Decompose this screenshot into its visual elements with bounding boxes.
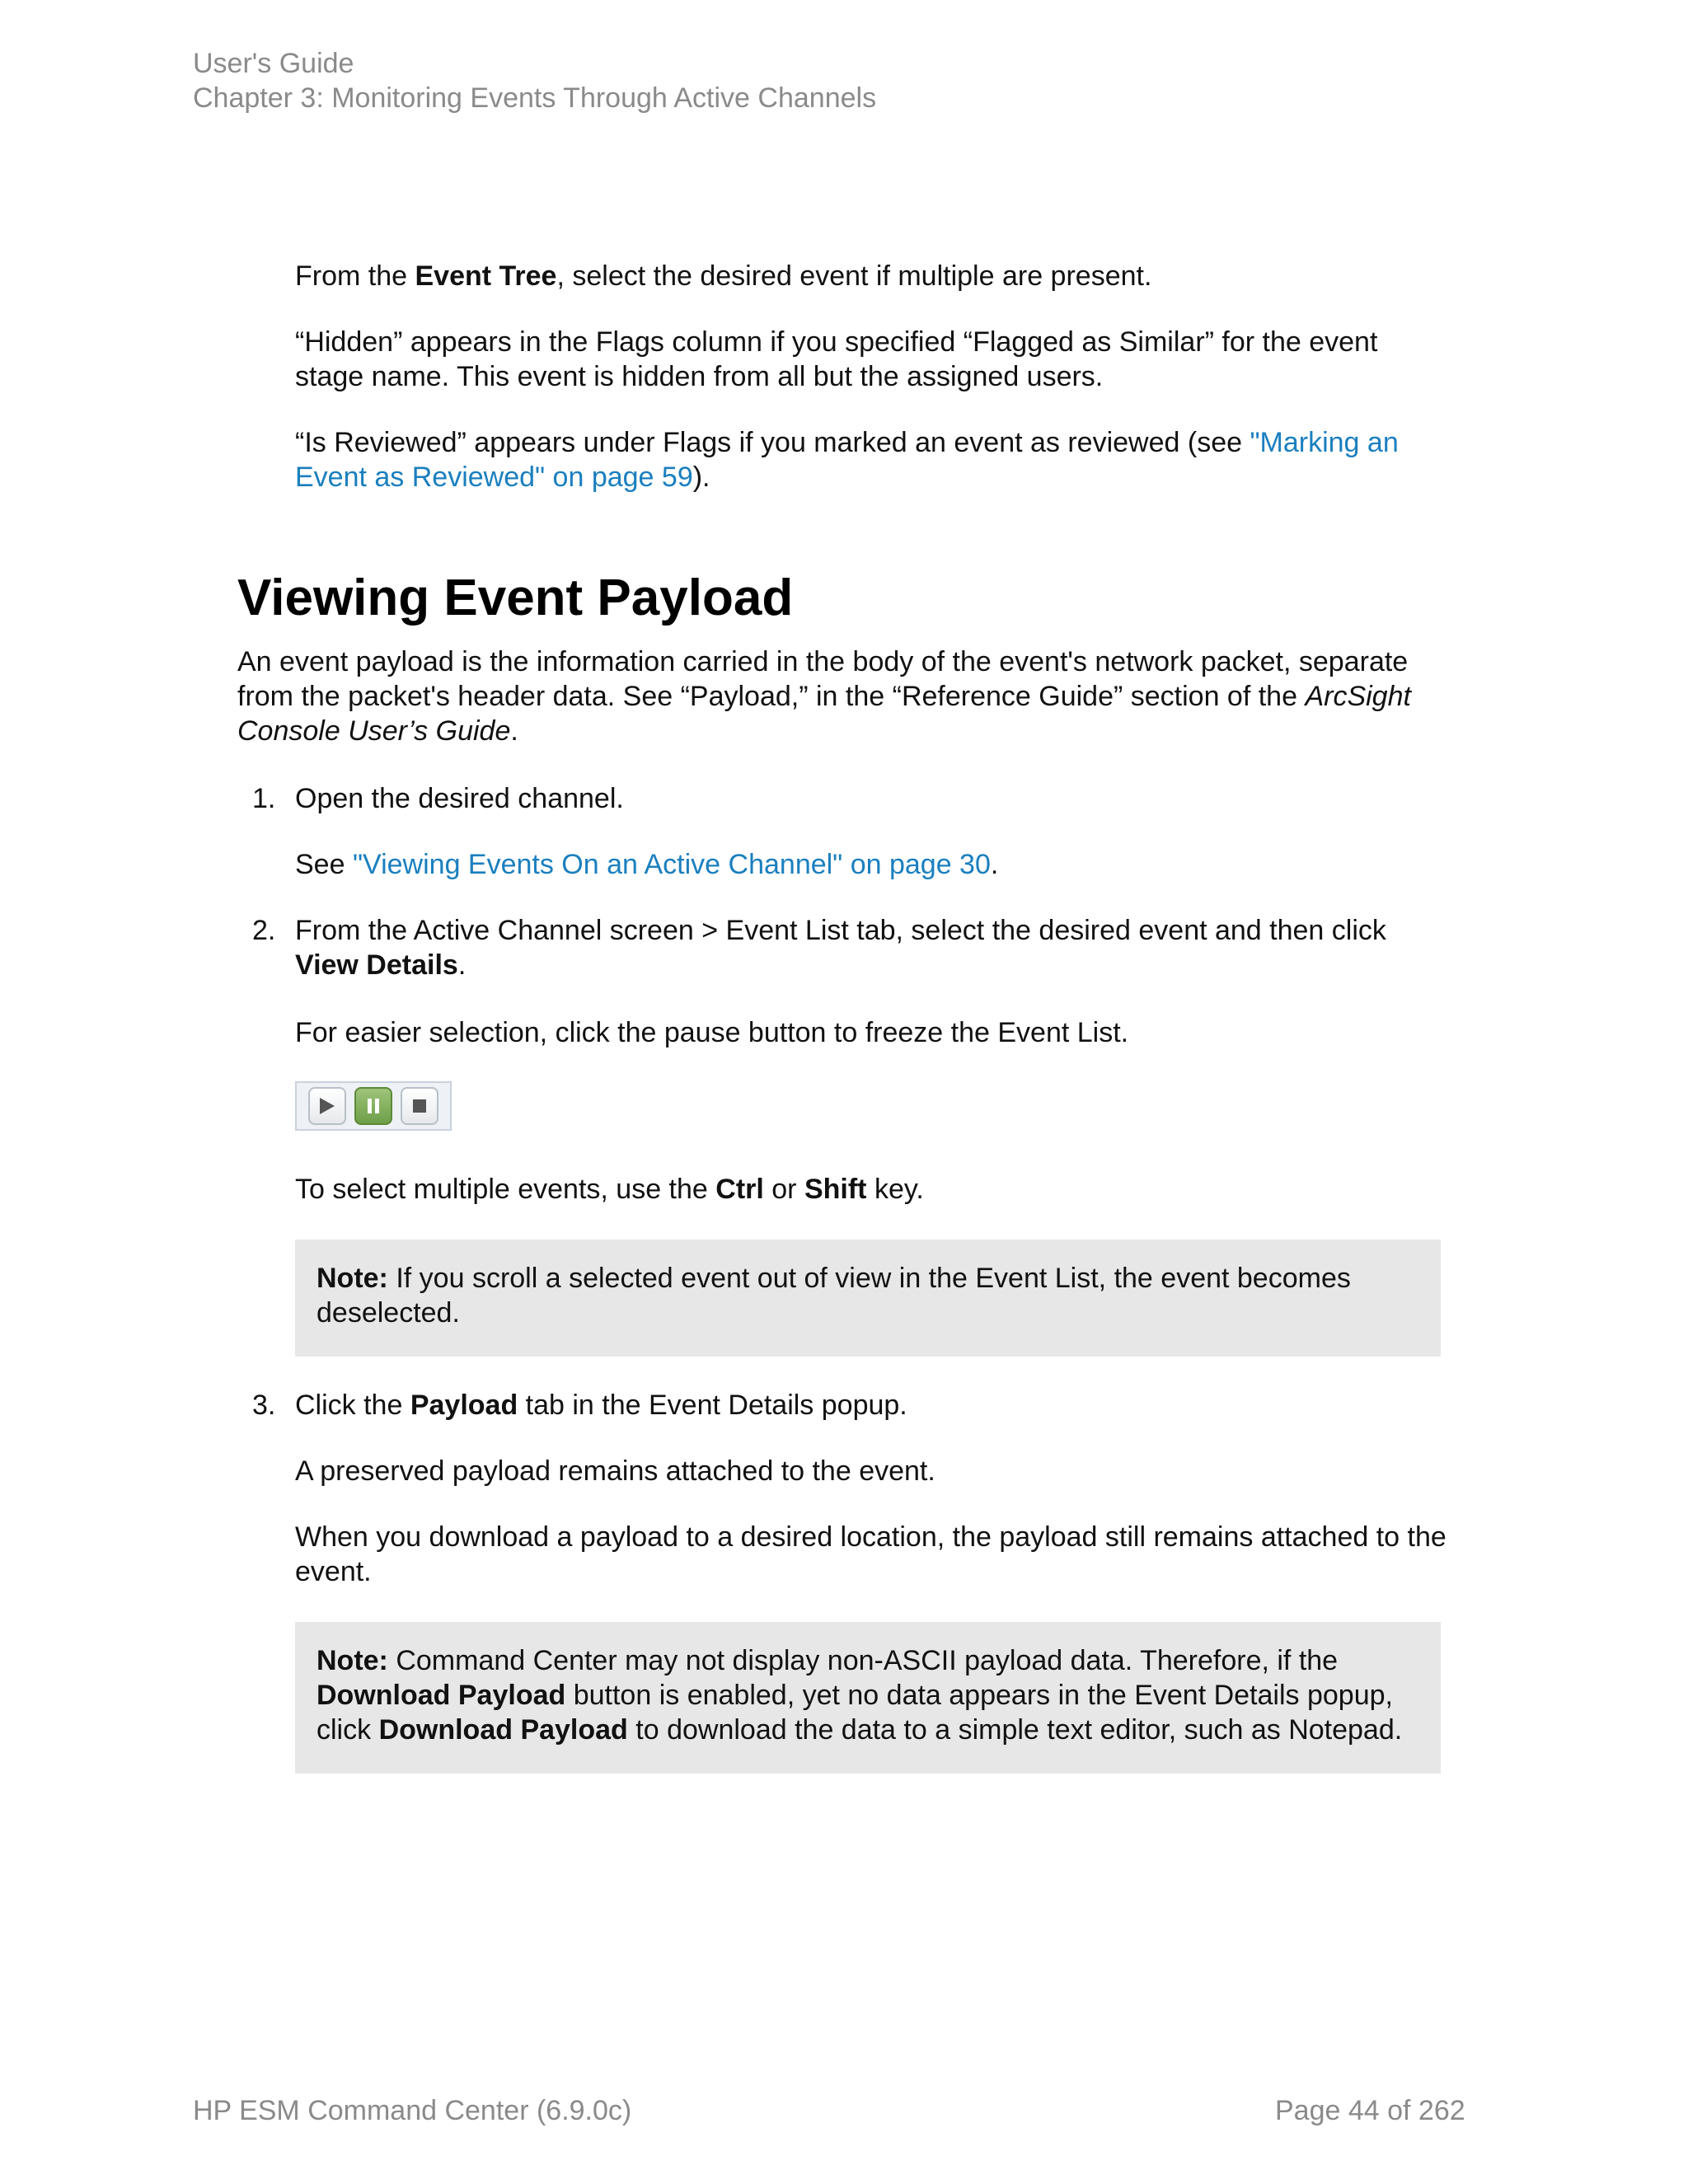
step-2-text: From the Active Channel screen > Event List tab, select the desired event and then click View Details.	[295, 915, 1386, 981]
play-button[interactable]	[308, 1087, 346, 1125]
pause-button[interactable]	[354, 1087, 392, 1125]
stop-button[interactable]	[401, 1087, 438, 1125]
section-title: Viewing Event Payload	[237, 569, 794, 626]
step-1-see-also: See "Viewing Events On an Active Channel" on page 30.	[295, 849, 999, 880]
section-lead-paragraph: An event payload is the information carried in the body of the event's network packet, separate from the packet's header data. See “Payload,” in the “Reference Guide” section of the ArcSight Console User’s Guide.	[237, 646, 1411, 747]
pause-icon	[365, 1097, 382, 1115]
intro-paragraph-reviewed: “Is Reviewed” appears under Flags if you marked an event as reviewed (see "Marking an Event as Reviewed" on page 59).	[295, 427, 1399, 493]
note-box-deselect: Note: If you scroll a selected event out of view in the Event List, the event becomes deselected.	[295, 1240, 1441, 1357]
intro-paragraph-hidden: “Hidden” appears in the Flags column if you specified “Flagged as Similar” for the event stage name. This event is hidden from all but the assigned users.	[295, 326, 1378, 392]
note-box-non-ascii: Note: Command Center may not display non-ASCII payload data. Therefore, if the Download Payload button is enabled, yet no data appears in the Event Details popup, click Download Payload to download the data to a simple text editor, such as Notepad.	[295, 1622, 1441, 1774]
link-marking-event-reviewed[interactable]: "Marking an Event as Reviewed" on page 59	[295, 427, 1399, 493]
stop-icon	[411, 1098, 428, 1114]
step-3-text: Click the Payload tab in the Event Details popup.	[295, 1390, 907, 1421]
step-3-download-payload: When you download a payload to a desired location, the payload still remains attached to the event.	[295, 1521, 1447, 1587]
running-header-guide: User's Guide	[193, 48, 354, 79]
running-header-chapter: Chapter 3: Monitoring Events Through Active Channels	[193, 82, 877, 114]
playback-toolbar	[295, 1081, 452, 1131]
play-icon	[318, 1096, 336, 1116]
step-number: 1.	[252, 783, 276, 814]
footer-product: HP ESM Command Center (6.9.0c)	[193, 2095, 632, 2126]
note-label: Note:	[316, 1645, 388, 1676]
step-number: 2.	[252, 915, 276, 946]
step-3-preserved-payload: A preserved payload remains attached to the event.	[295, 1455, 935, 1487]
step-number: 3.	[252, 1390, 276, 1421]
step-2-multi-select-hint: To select multiple events, use the Ctrl or Shift key.	[295, 1174, 924, 1205]
footer-page-number: Page 44 of 262	[1275, 2095, 1465, 2126]
link-viewing-events-active-channel[interactable]: "Viewing Events On an Active Channel" on page 30	[352, 849, 991, 880]
intro-paragraph-event-tree: From the Event Tree, select the desired event if multiple are present.	[295, 260, 1152, 292]
note-label: Note:	[316, 1263, 388, 1294]
step-1-text: Open the desired channel.	[295, 783, 624, 814]
step-2-pause-hint: For easier selection, click the pause button to freeze the Event List.	[295, 1017, 1129, 1048]
